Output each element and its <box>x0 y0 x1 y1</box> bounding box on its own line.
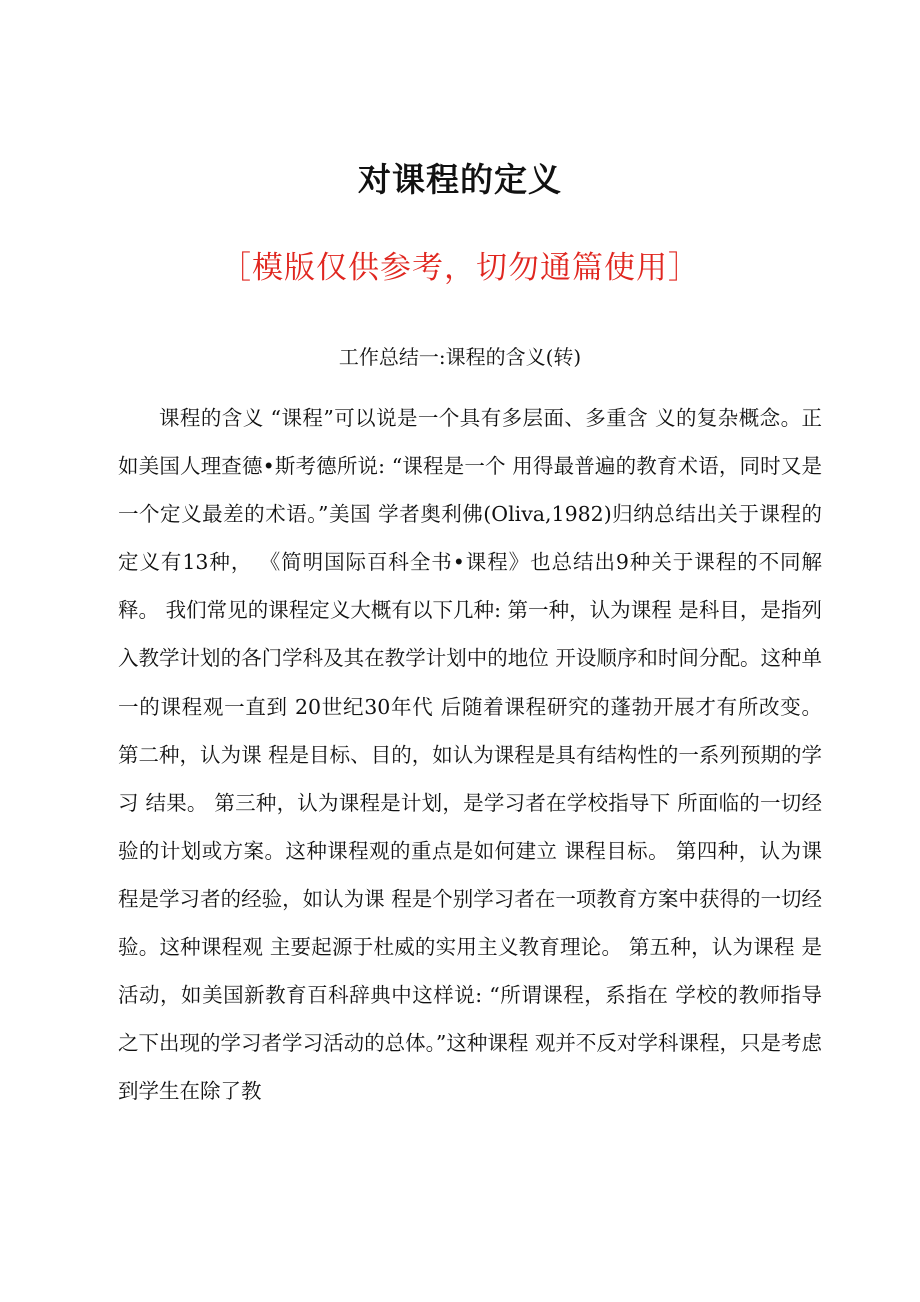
body-paragraph: 课程的含义 “课程”可以说是一个具有多层面、多重含 义的复杂概念。正如美国人理查德•斯考德所说: “课程是一个 用得最普遍的教育术语，同时又是一个定义最差的术语。”美国 学者奥利佛(Oliva,1982)归纳总结出关于课程的定义有13种， 《简明国际百科全书•课程》也总结出9种关于课程的不同解释。 我们常见的课程定义大概有以下几种: 第一种，认为课程 是科目，是指列入教学计划的各门学科及其在教学计划中的地位 开设顺序和时间分配。这种单一的课程观一直到 20世纪30年代 后随着课程研究的蓬勃开展才有所改变。 第二种，认为课 程是目标、目的，如认为课程是具有结构性的一系列预期的学习 结果。 第三种，认为课程是计划，是学习者在学校指导下 所面临的一切经验的计划或方案。这种课程观的重点是如何建立 课程目标。 第四种，认为课程是学习者的经验，如认为课 程是个别学习者在一项教育方案中获得的一切经验。这种课程观 主要起源于杜威的实用主义教育理论。 第五种，认为课程 是活动，如美国新教育百科辞典中这样说: “所谓课程，系指在 学校的教师指导之下出现的学习者学习活动的总体。”这种课程 观并不反对学科课程，只是考虑到学生在除了教 <box>118 406 822 1104</box>
template-disclaimer: ［模版仅供参考，切勿通篇使用］ <box>220 250 700 286</box>
document-subtitle: 工作总结一:课程的含义(转) <box>338 345 582 369</box>
document-title: 对课程的定义 <box>358 160 562 199</box>
